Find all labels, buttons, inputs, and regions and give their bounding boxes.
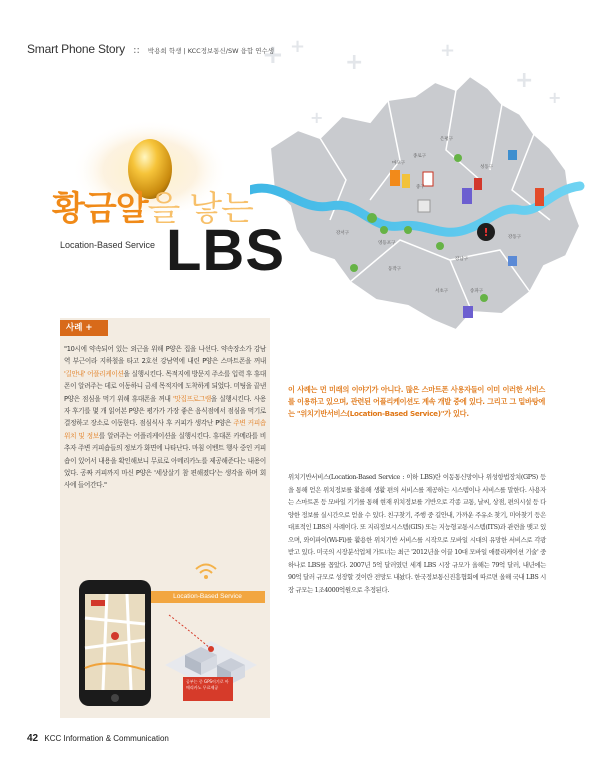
intro-paragraph: 이 사례는 먼 미래의 이야기가 아니다. 많은 스마트폰 사용자들이 이미 이러한 서비스를 이용하고 있으며, 관련된 어플리케이션도 계속 개발 중에 있다. 그리고 그 밑바탕에는 "위치기반서비스(Location-Based Service)"가 있다. [288,385,545,418]
series-title: Smart Phone Story [27,42,125,56]
svg-text:동작구: 동작구 [388,267,402,272]
story-segment: 을 실행시킨다. 사용자 후기를 몇 개 읽어본 P양은 평가가 가장 좋은 음식점에서 점심을 먹기로 결정하고 장소로 이동한다. 점심식사 후 커피가 생각난 P양은 [64,394,266,428]
title-light: 을 낳는 [147,189,253,229]
publication-name: KCC Information & Communication [44,734,169,743]
plus-decoration: + [548,88,562,107]
svg-text:강서구: 강서구 [336,231,350,236]
plus-decoration: + [310,108,324,127]
svg-text:강남구: 강남구 [455,257,469,262]
svg-text:종로구: 종로구 [413,154,427,159]
svg-text:영등포구: 영등포구 [378,241,396,246]
svg-text:송파구: 송파구 [470,289,484,294]
svg-text:!: ! [483,226,489,239]
plus-decoration: + [262,40,284,70]
author-byline: 박용희 학생 | KCC정보통신/SW 융합 연수생 [147,47,275,55]
svg-text:마포구: 마포구 [392,161,406,166]
case-tag: 사례 + [60,320,108,336]
story-segment: 를 알려주는 어플리케이션을 실행시킨다. 휴대폰 카메라를 비추자 주변 커피숍들의 정보가 화면에 나타난다. 마침 이벤트 행사 중인 커피숍이 있어서 내용을 확인해보니 무료로 아메리카노를 제공해준다는 내용이었다. 공짜 커피까지 마신 P양은 '세상살기 참 편해졌다'는 생각을 하며 회사에 들어간다." [64,431,266,490]
lbs-banner: Location-Based Service [150,591,265,603]
story-segment: 을 실행시킨다. 목적지에 방문지 주소를 입력 후 휴대폰이 알려주는 데로 이동하니 금세 목적지에 도착하게 되었다. 미팅을 끝낸 P양은 점심을 먹기 위해 휴대폰을 꺼내 [64,369,267,403]
seoul-map-illustration [250,30,595,350]
body-paragraph: 위치기반서비스(Location-Based Service : 이하 LBS)란 이동통신망이나 위성항법장치(GPS) 등을 통해 얻은 위치정보를 활용해 생활 편의 서비스를 제공하는 시스템이나 서비스를 말한다. 사용자는 스마트폰 등 모바일 기기를 통해 현재 위치정보를 기반으로 각종 교통, 날씨, 상점, 편의시설 등 다양한 정보를 실시간으로 얻을 수 있다. 친구찾기, 주행 중 길안내, 가까운 주유소 찾기, 미아찾기 등은 대표적인 LBS의 사례이다. 또 지리정보시스템(GIS) 또는 지능형교통시스템(ITS)과 관련을 맺고 있으며, 와이파이(Wi-Fi)를 활용한 위치기반 서비스를 시작으로 모바일 시대의 유망한 서비스로 각광받고 있다. 미국의 시장분석업체 가트너는 최근 '2012년을 이끌 10대 모바일 애플리케이션 기술' 중 하나로 LBS를 꼽았다. 2007년 5억 달러였던 세계 LBS 시장 규모가 올해는 79억 달러, 내년에는 90억 달러 규모로 성장할 것이란 전망도 내놨다. 한국정보통신진흥협회에 따르면 올해 국내 LBS 시장 규모는 1조4000억원으로 추정된다. [288,473,546,594]
plus-decoration: + [345,50,364,75]
plus-decoration: + [290,36,306,57]
header-separator: :: [133,45,140,56]
svg-text:강동구: 강동구 [508,235,522,240]
title-bold: 황금알 [52,189,148,229]
case-story-text [64,343,266,492]
highlighted-phrase: 주변 커피숍 위치 및 정보 [64,419,266,440]
wifi-signal-icon [193,560,219,582]
svg-text:중구: 중구 [416,185,425,190]
page-header [27,38,274,57]
plus-decoration: + [515,68,534,93]
story-segment: "10시에 약속되어 있는 외근을 위해 P양은 집을 나선다. 약속장소가 강남역 부근이라 지하철을 타고 2호선 강남역에 내린 P양은 스마트폰을 꺼내 [64,345,266,366]
page-footer [27,733,169,744]
plus-decoration: + [440,40,456,61]
highlighted-phrase: '맛집프로그램 [172,394,211,403]
subtitle-english: Location-Based Service [60,240,156,250]
page-title-lbs: LBS [166,218,285,283]
smartphone-illustration [77,578,153,708]
svg-text:서초구: 서초구 [435,289,449,294]
svg-text:성동구: 성동구 [480,165,494,170]
highlighted-phrase: '길안내' 어플리케이션 [64,369,124,378]
page-number: 42 [27,733,39,744]
svg-text:은평구: 은평구 [440,137,454,142]
coffee-callout: 공부는 중 GPS이기로 아메리카노 무료제공 [183,677,233,701]
